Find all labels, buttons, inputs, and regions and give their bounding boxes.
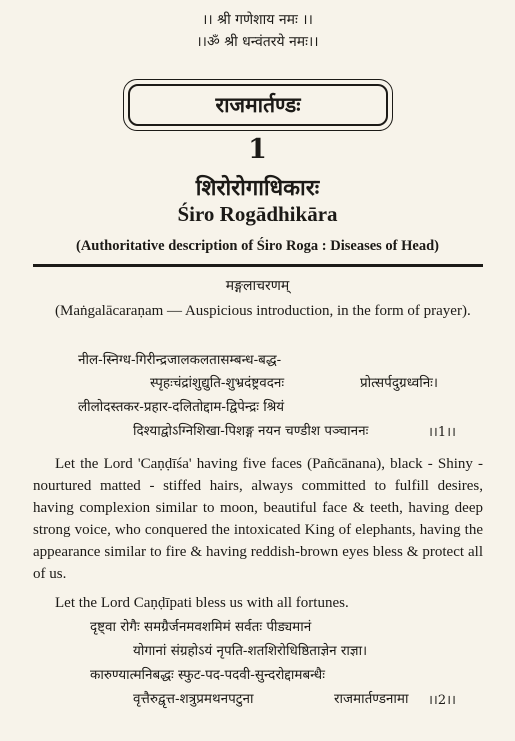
verse1-line2b: प्रोत्सर्पदुग्रध्वनिः। [360, 375, 439, 391]
verse2-line4b: राजमार्तण्डनामा [334, 691, 409, 707]
verse1-line2a: स्पृहःचंद्रांशुद्युति-शुभ्रदंष्ट्रवदनः [150, 375, 285, 391]
mangalacaranam-translation: (Maṅgalācaraṇam — Auspicious introduction, in the form of prayer). [55, 303, 471, 319]
section-divider [33, 264, 483, 267]
verse2-line4a: वृत्तैरुद्वृत्त-शत्रुप्रमथनपटुना [133, 691, 254, 707]
invocation-line-1: ।। श्री गणेशाय नमः ।। [202, 12, 313, 28]
chapter-title-roman: Śiro Rogādhikāra [177, 202, 338, 226]
chapter-number: 1 [248, 134, 267, 165]
verse1-line3: लीलोदस्तकर-प्रहार-दलितोद्दाम-द्विपेन्द्रः श्रियं [78, 399, 285, 415]
book-title-frame [128, 84, 388, 126]
mangalacaranam-heading: मङ्गलाचरणम् [225, 278, 290, 294]
verse2-line3: कारुण्यात्मनिबद्धः स्फुट-पद-पदवी-सुन्दरोद्दामबन्धैः [90, 667, 325, 683]
verse2-line2: योगानां संग्रहोऽयं नृपति-शतशिरोधिष्ठिताज्ञेन राज्ञा। [133, 643, 368, 659]
book-title: राजमार्तण्डः [215, 92, 301, 117]
verse2-number: ।।2।। [428, 693, 456, 708]
verse1-line1: नील-स्निग्ध-गिरीन्द्रजालकलतासम्बन्ध-बद्ध- [78, 352, 282, 368]
chapter-title-devanagari: शिरोरोगाधिकारः [195, 175, 320, 201]
verse2-line1: दृष्ट्वा रोगैः समग्रैर्जनमवशमिमं सर्वतः पीड्यमानं [90, 619, 312, 635]
translation-paragraph-2: Let the Lord Caṇḍīpati bless us with all fortunes. [55, 595, 349, 611]
translation-paragraph-1: Let the Lord 'Caṇḍīśa' having five faces (Pañcānana), black - Shiny - nourtured matted - stiffed hairs, always committed to fulfill desires, having complexion similar to moon, beautiful face & teeth, having deep strong voice, who conquered the intoxicated King of elephants, having the appearance similar to fire & having reddish-brown eyes bless & protect all of us. [33, 456, 483, 582]
chapter-subtitle: (Authoritative description of Śiro Roga : Diseases of Head) [75, 238, 439, 254]
verse1-number: ।।1।। [428, 425, 456, 440]
verse1-line4: दिश्याद्वोऽग्निशिखा-पिशङ्ग नयन चण्डीश पञ्चाननः [133, 423, 369, 439]
invocation-line-2: ।।ॐ श्री धन्वंतरये नमः।। [196, 34, 319, 50]
